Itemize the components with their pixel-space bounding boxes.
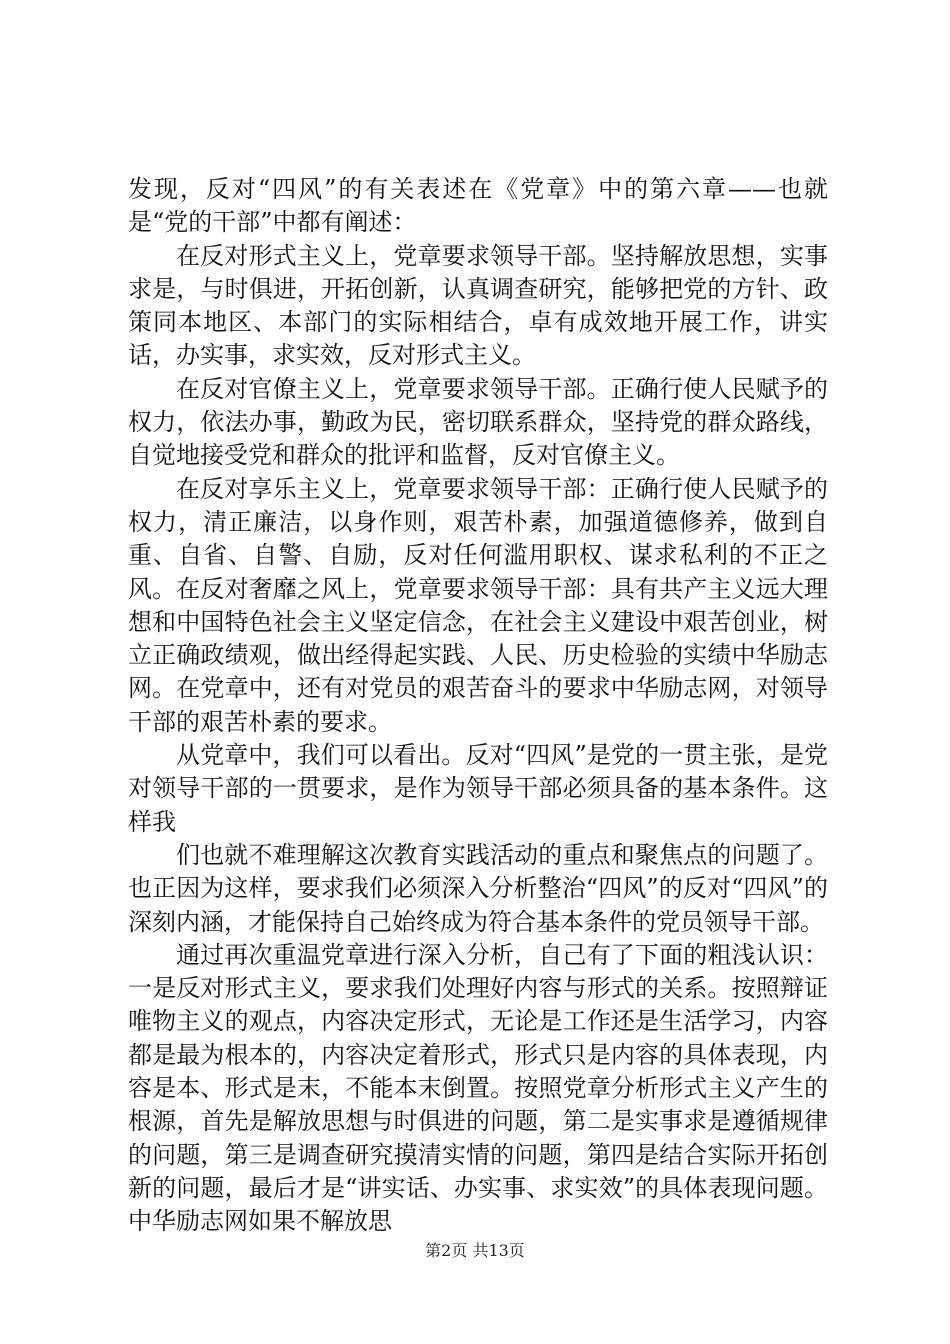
paragraph-6: 们也就不难理解这次教育实践活动的重点和聚焦点的问题了。也正因为这样，要求我们必须深入分析整治“四风”的反对“四风”的深刻内涵，才能保持自己始终成为符合基本条件的党员领导干部。 [128, 840, 828, 936]
document-body [128, 173, 828, 1239]
paragraph-5: 从党章中，我们可以看出。反对“四风”是党的一贯主张，是党对领导干部的一贯要求，是作为领导干部必须具备的基本条件。这样我 [128, 741, 828, 836]
paragraph-7: 通过再次重温党章进行深入分析，自己有了下面的粗浅认识：一是反对形式主义，要求我们处理好内容与形式的关系。按照辩证唯物主义的观点，内容决定形式，无论是工作还是生活学习，内容都是最为根本的，内容决定着形式，形式只是内容的具体表现，内容是本、形式是末，不能本末倒置。按照党章分析形式主义产生的根源，首先是解放思想与时俱进的问题，第二是实事求是遵循规律的问题，第三是调查研究摸清实情的问题，第四是结合实际开拓创新的问题，最后才是“讲实话、办实事、求实效”的具体表现问题。中华励志网如果不解放思 [128, 940, 828, 1236]
page-number-footer: 第2页 共13页 [425, 1241, 525, 1260]
paragraph-2: 在反对形式主义上，党章要求领导干部。坚持解放思想，实事求是，与时俱进，开拓创新，认真调查研究，能够把党的方针、政策同本地区、本部门的实际相结合，卓有成效地开展工作，讲实话，办实事，求实效，反对形式主义。 [128, 241, 828, 370]
paragraph-3: 在反对官僚主义上，党章要求领导干部。正确行使人民赋予的权力，依法办事，勤政为民，密切联系群众，坚持党的群众路线，自觉地接受党和群众的批评和监督，反对官僚主义。 [128, 374, 828, 470]
paragraph-4: 在反对享乐主义上，党章要求领导干部：正确行使人民赋予的权力，清正廉洁，以身作则，艰苦朴素，加强道德修养，做到自重、自省、自警、自励，反对任何滥用职权、谋求私利的不正之风。在反对奢靡之风上，党章要求领导干部：具有共产主义远大理想和中国特色社会主义坚定信念，在社会主义建设中艰苦创业，树立正确政绩观，做出经得起实践、人民、历史检验的实绩中华励志网。在党章中，还有对党员的艰苦奋斗的要求中华励志网，对领导干部的艰苦朴素的要求。 [128, 474, 828, 736]
paragraph-1: 发现，反对“四风”的有关表述在《党章》中的第六章——也就是“党的干部”中都有阐述： [128, 175, 828, 237]
